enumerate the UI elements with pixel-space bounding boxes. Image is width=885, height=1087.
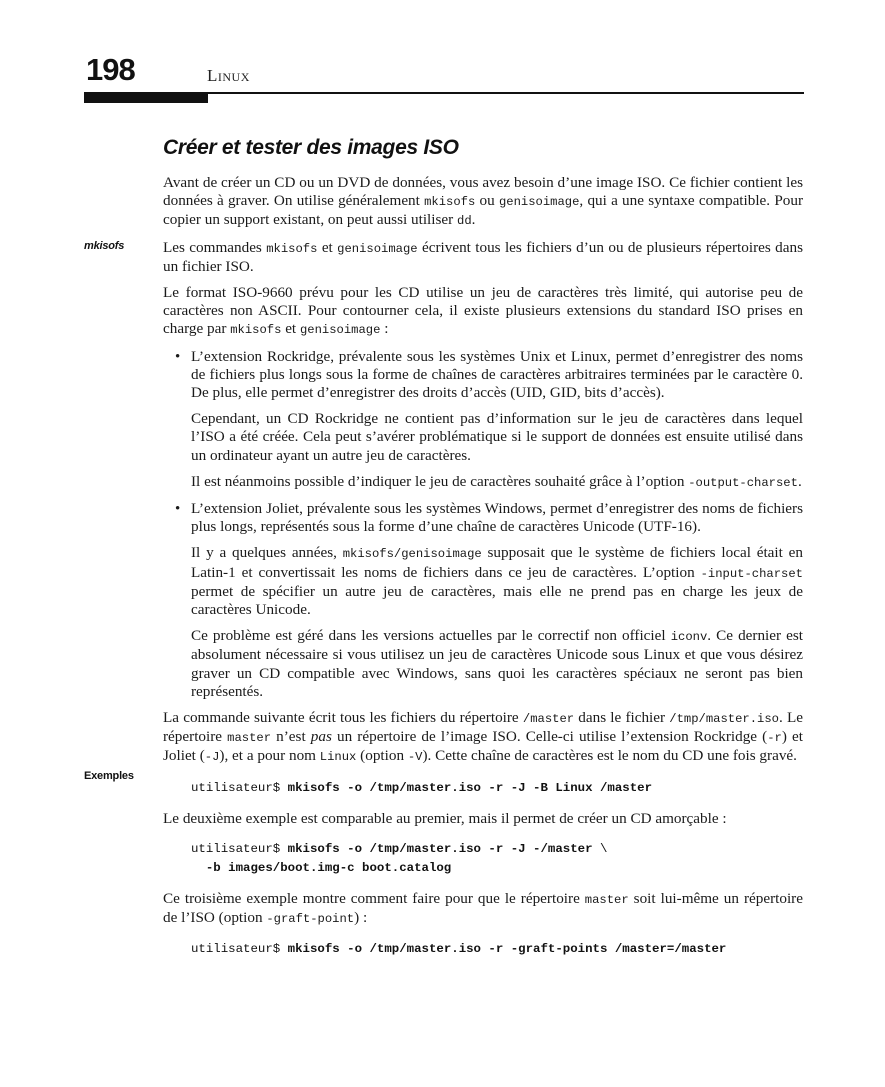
paragraph-commands: Les commandes mkisofs et genisoimage écrivent tous les fichiers d’un ou de plusieurs répertoires dans un fichier ISO. [163,238,803,275]
margin-note-mkisofs: mkisofs [84,240,125,252]
bullet-icon: • [175,501,181,518]
list-item-joliet: • L’extension Joliet, prévalente sous les systèmes Windows, permet d’enregistrer des noms de fichiers plus longs, représentés sous la forme d’une chaîne de caractères Unicode (UTF-16). Il y a quelques années, mkisofs/genisoimage supposait que le système de fichiers local était en Latin-1 et convertissait les noms de fichiers dans ce jeu de caractères. L’option -input-charset permet de spécifier un autre jeu de caractères, mais elle ne prend pas en charge les jeux de caractères Unicode. Ce problème est géré dans les versions actuelles par le correctif non officiel iconv. Ce dernier est absolument nécessaire si vous utilisez un jeu de caractères Unicode sous Linux et que vous désirez graver un CD compatible avec Windows, sans quoi les caractères spéciaux ne seront pas bien représentés. [175,500,804,700]
margin-note-exemples: Exemples [84,770,134,782]
bullet-icon: • [175,348,181,365]
code-example-3: utilisateur$ mkisofs -o /tmp/master.iso -r -graft-points /master=/master [191,942,727,957]
list-item-rockridge: • L’extension Rockridge, prévalente sous les systèmes Unix et Linux, permet d’enregistrer des noms de fichiers plus longs sous la forme de chaînes de caractères arbitraires terminées par le caractère 0. De plus, elle permet d’enregistrer des droits d’accès (UID, GID, bits d’accès). Cependant, un CD Rockridge ne contient pas d’information sur le jeu de caractères dans lequel l’ISO a été créée. Cela peut s’avérer problématique si le support de données est ensuite utilisé dans un ordinateur ayant un autre jeu de caractères. Il est néanmoins possible d’indiquer le jeu de caractères souhaité grâce à l’option -output-charset. [175,347,803,490]
paragraph-intro: Avant de créer un CD ou un DVD de données, vous avez besoin d’une image ISO. Ce fichier contient les données à graver. On utilise généralement mkisofs ou genisoimage, qui a une syntaxe compatible. Pour copier un support existant, on peut aussi utiliser dd. [163,174,804,229]
main-column [163,136,803,971]
paragraph-example-1: La commande suivante écrit tous les fichiers du répertoire /master dans le fichier /tmp/master.iso. Le répertoire master n’est pas un répertoire de l’image ISO. Celle-ci utilise l’extension Rockridge (-r) et Joliet (-J), et a pour nom Linux (option -V). Cette chaîne de caractères est le nom du CD une fois gravé. [163,709,803,765]
extensions-list [163,348,803,701]
header-bar [84,92,208,103]
page-number: 198 [86,52,135,87]
paragraph-example-2: Le deuxième exemple est comparable au premier, mais il permet de créer un CD amorçable : [163,809,727,827]
paragraph-iso9660: Le format ISO-9660 prévu pour les CD utilise un jeu de caractères très limité, qui autorise peu de caractères non ASCII. Pour contourner cela, il existe plusieurs extensions du standard ISO prises en charge par mkisofs et genisoimage : [163,284,803,338]
paragraph-example-3: Ce troisième exemple montre comment faire pour que le répertoire master soit lui-même un répertoire de l’ISO (option -graft-point) : [163,889,803,927]
code-example-2: utilisateur$ mkisofs -o /tmp/master.iso -r -J -/master \ -b images/boot.img-c boot.catalog [191,841,608,875]
running-head: Linux [207,66,250,85]
section-title: Créer et tester des images ISO [163,136,459,159]
code-example-1: utilisateur$ mkisofs -o /tmp/master.iso -r -J -B Linux /master [191,780,653,795]
header-rule [208,92,804,94]
